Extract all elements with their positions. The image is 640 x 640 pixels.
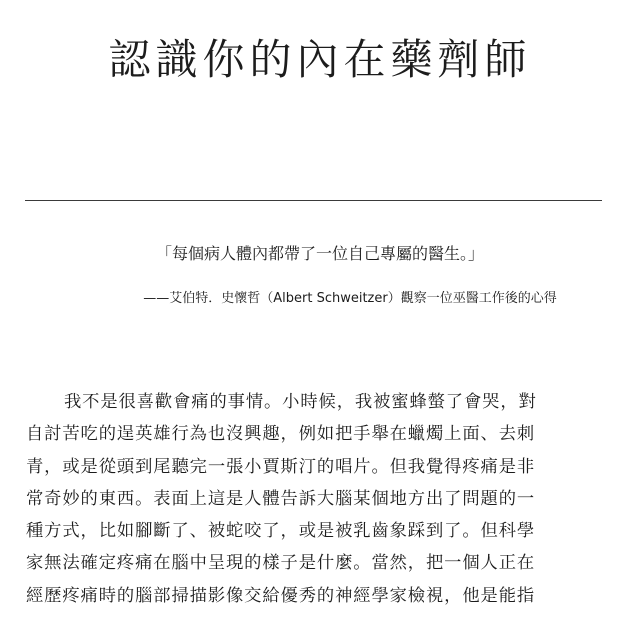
body-line: 家無法確定疼痛在腦中呈現的樣子是什麼。當然，把一個人正在 bbox=[26, 553, 536, 574]
epigraph-attribution: ——艾伯特．史懷哲（Albert Schweitzer）觀察一位巫醫工作後的心得 bbox=[143, 291, 557, 306]
chapter-title: 認識你的內在藥劑師 bbox=[108, 35, 532, 84]
body-line: 青，或是從頭到尾聽完一張小賈斯汀的唱片。但我覺得疼痛是非 bbox=[26, 456, 536, 477]
body-paragraph bbox=[26, 386, 606, 612]
divider-rule bbox=[25, 200, 602, 201]
epigraph-quote: 「每個病人體內都帶了一位自己專屬的醫生。」 bbox=[155, 244, 484, 263]
body-line: 自討苦吃的逞英雄行為也沒興趣，例如把手舉在蠟燭上面、去刺 bbox=[26, 424, 536, 445]
body-line: 經歷疼痛時的腦部掃描影像交給優秀的神經學家檢視，他是能指 bbox=[26, 585, 536, 606]
body-line: 常奇妙的東西。表面上這是人體告訴大腦某個地方出了問題的一 bbox=[26, 488, 536, 509]
body-line: 種方式，比如腳斷了、被蛇咬了，或是被乳齒象踩到了。但科學 bbox=[26, 521, 536, 542]
body-line: 我不是很喜歡會痛的事情。小時候，我被蜜蜂螫了會哭，對 bbox=[64, 392, 537, 412]
